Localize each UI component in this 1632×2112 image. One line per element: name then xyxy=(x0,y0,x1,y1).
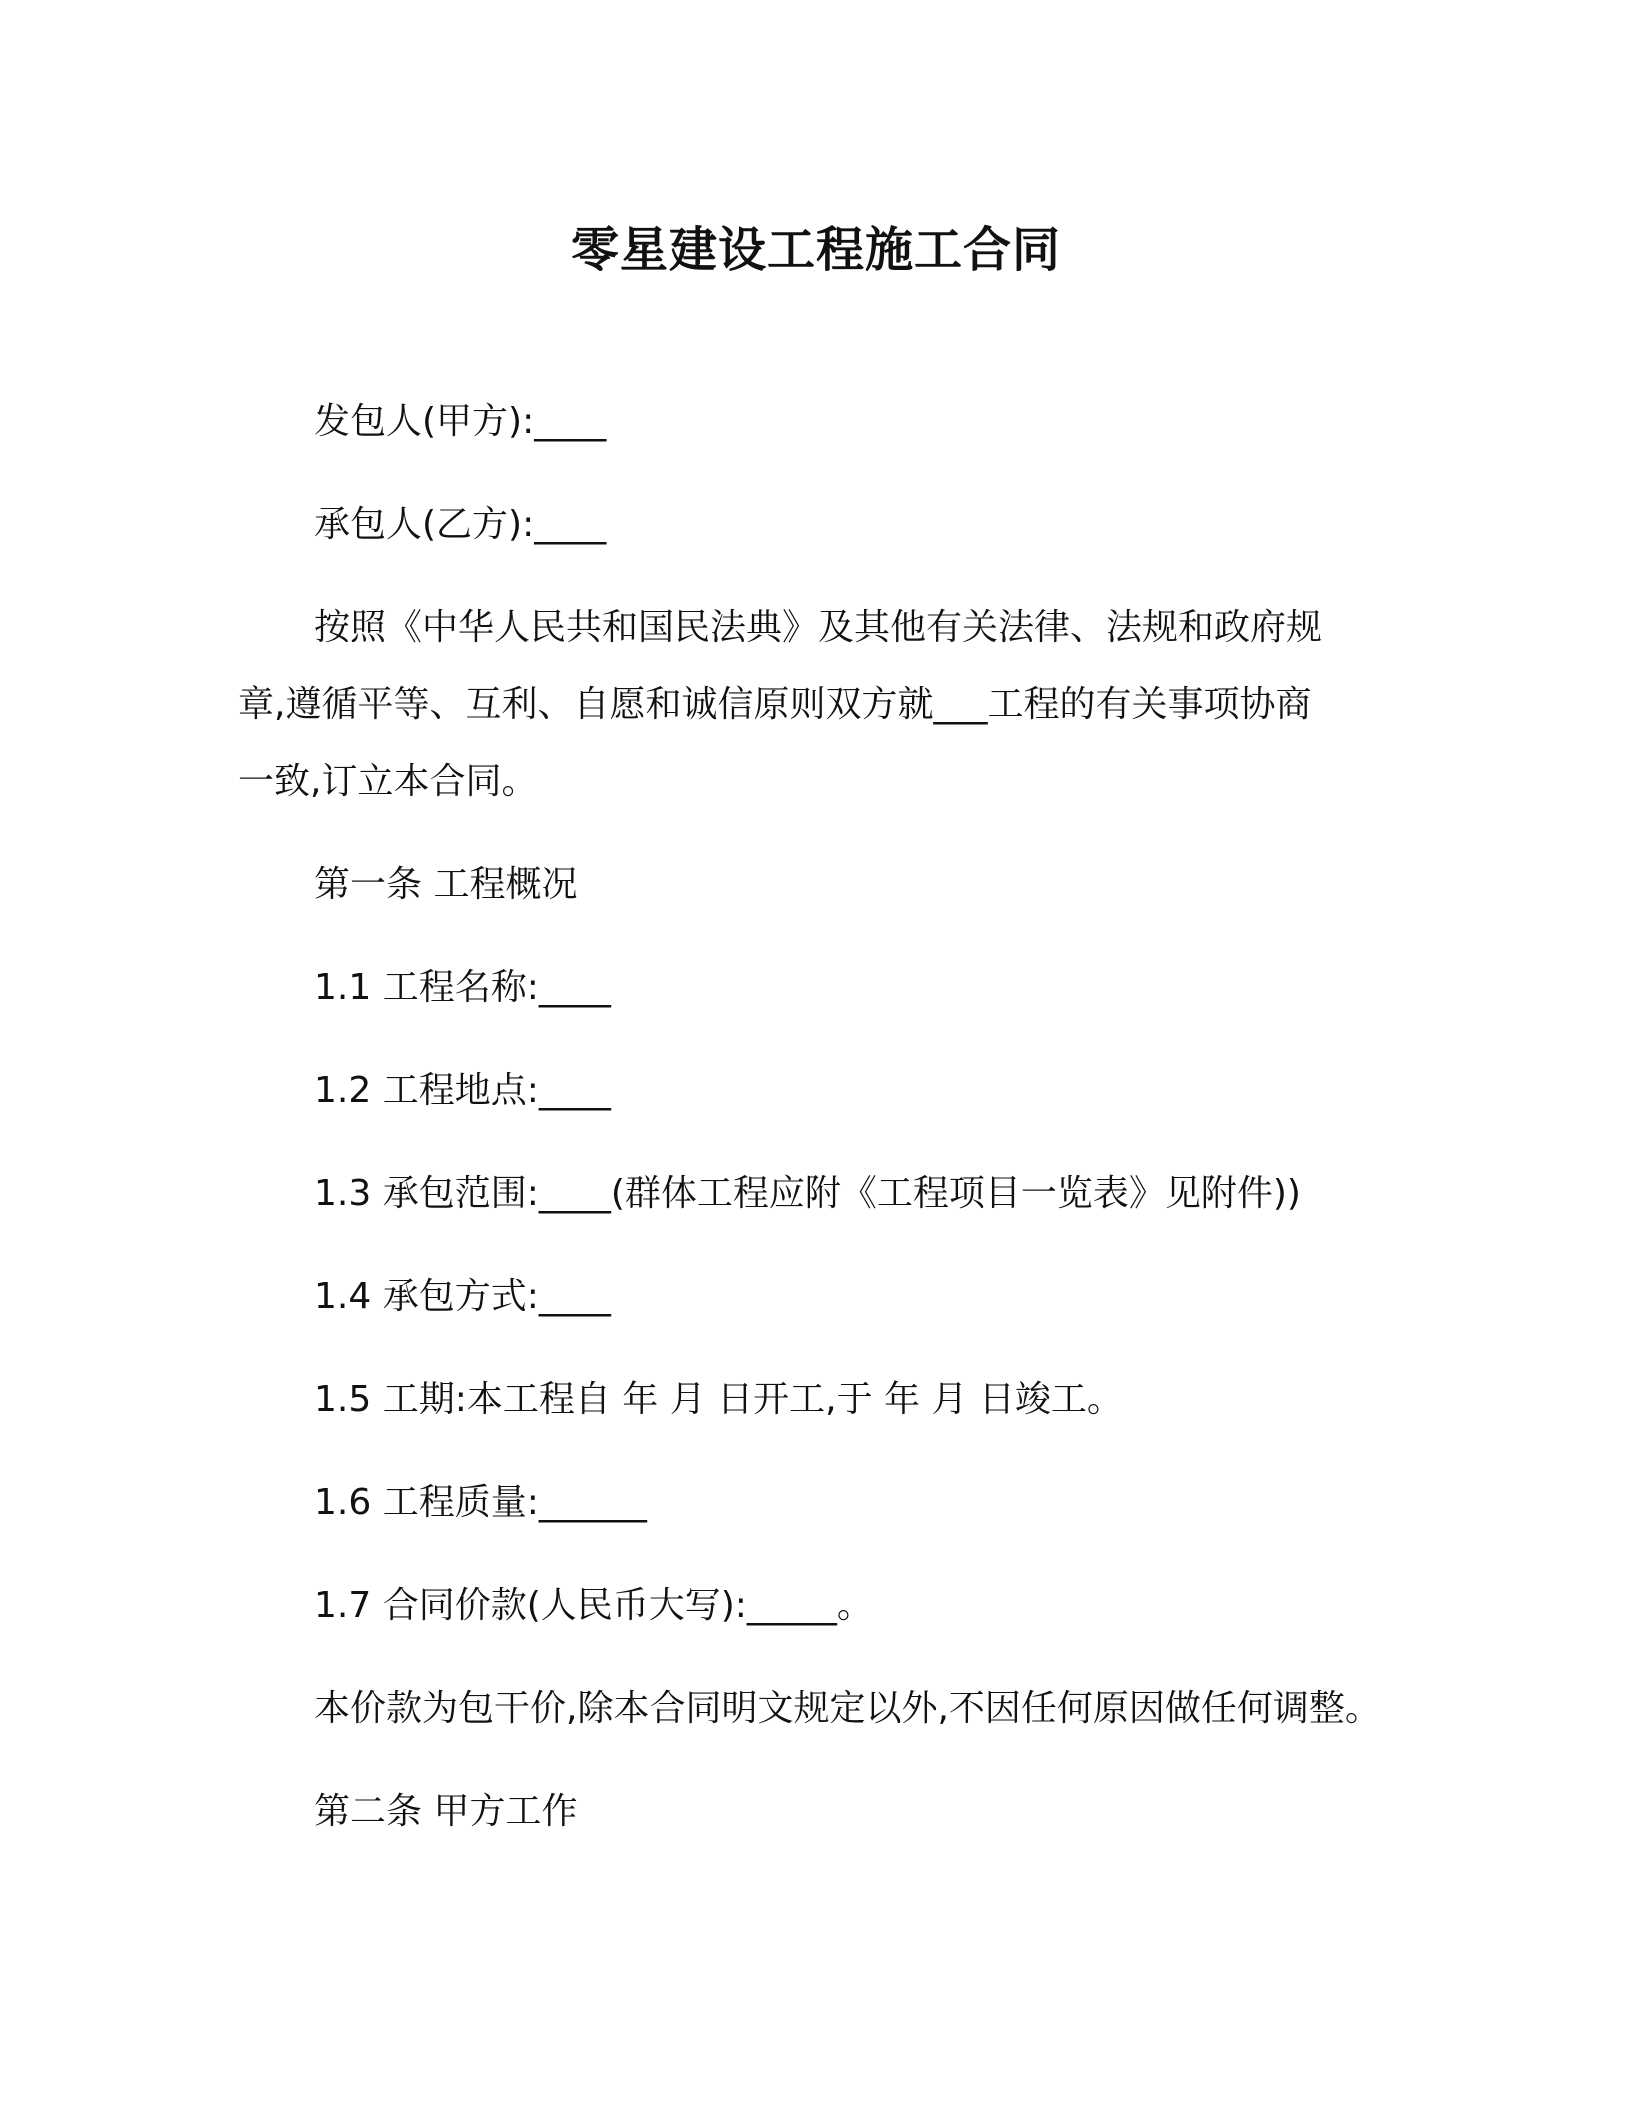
price-note: 本价款为包干价,除本合同明文规定以外,不因任何原因做任何调整。 xyxy=(314,1688,1381,1729)
clause-1-5: 1.5 工期:本工程自 年 月 日开工,于 年 月 日竣工。 xyxy=(314,1379,1123,1420)
article-1-heading: 第一条 工程概况 xyxy=(314,864,578,905)
party-b-line: 承包人(乙方):____ xyxy=(314,504,607,545)
clause-1-6: 1.6 工程质量:______ xyxy=(314,1482,647,1523)
preamble-line-3: 一致,订立本合同。 xyxy=(238,761,538,802)
clause-1-2: 1.2 工程地点:____ xyxy=(314,1070,611,1111)
preamble-line-2: 章,遵循平等、互利、自愿和诚信原则双方就___工程的有关事项协商 xyxy=(238,684,1312,725)
clause-1-3: 1.3 承包范围:____(群体工程应附《工程项目一览表》见附件)) xyxy=(314,1173,1301,1214)
preamble-line-1: 按照《中华人民共和国民法典》及其他有关法律、法规和政府规 xyxy=(314,607,1323,648)
clause-1-4: 1.4 承包方式:____ xyxy=(314,1276,611,1317)
article-2-heading: 第二条 甲方工作 xyxy=(314,1791,578,1832)
party-a-line: 发包人(甲方):____ xyxy=(314,401,607,442)
clause-1-1: 1.1 工程名称:____ xyxy=(314,967,611,1008)
clause-1-7: 1.7 合同价款(人民币大写):_____。 xyxy=(314,1585,873,1626)
document-title: 零星建设工程施工合同 xyxy=(570,222,1061,278)
